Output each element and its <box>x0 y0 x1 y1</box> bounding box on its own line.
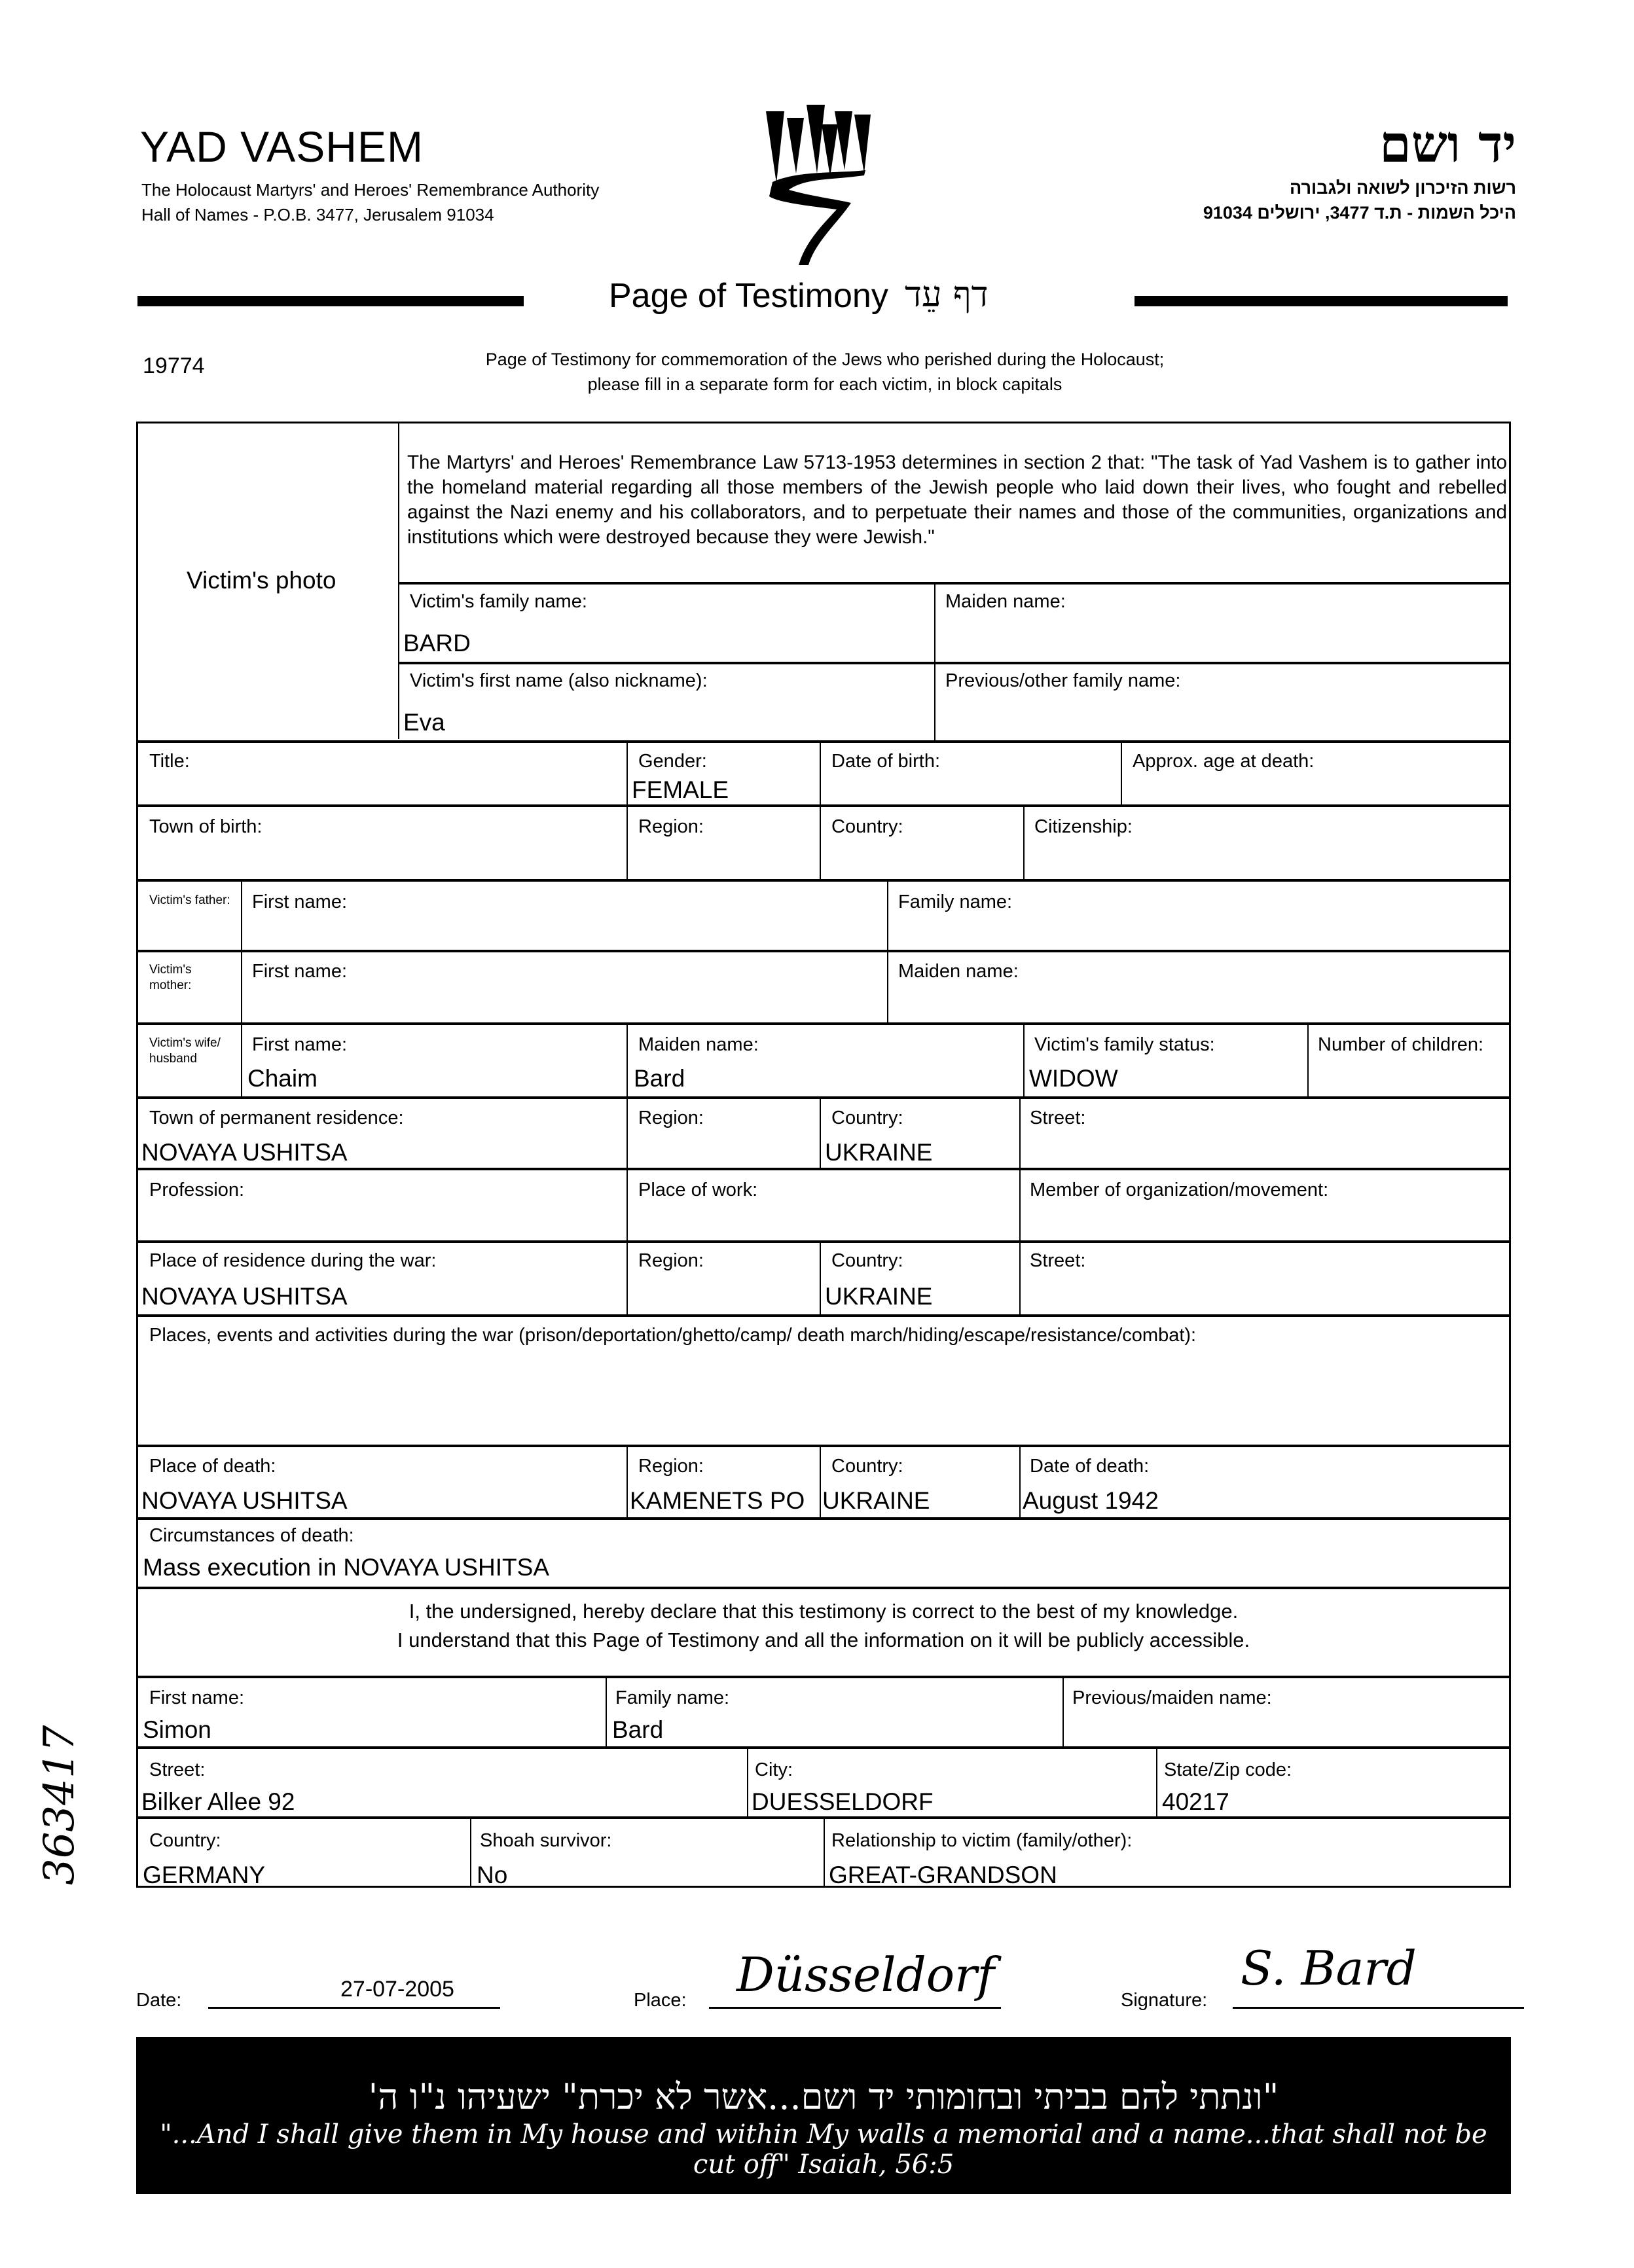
form-title-hebrew: דף עֵד <box>905 274 989 315</box>
war-country-field[interactable]: UKRAINE <box>825 1283 933 1310</box>
divider <box>626 1240 628 1314</box>
previous-family-name-label: Previous/other family name: <box>945 670 1181 691</box>
family-status-label: Victim's family status: <box>1034 1034 1215 1055</box>
birth-country-label: Country: <box>831 816 903 837</box>
header-rule-left <box>137 296 524 306</box>
circumstances-field[interactable]: Mass execution in NOVAYA USHITSA <box>143 1554 549 1581</box>
spouse-first-name-label: First name: <box>252 1034 348 1055</box>
date-of-death-label: Date of death: <box>1030 1456 1150 1477</box>
death-region-field[interactable]: KAMENETS PO <box>630 1487 805 1514</box>
spouse-maiden-name-field[interactable]: Bard <box>634 1065 685 1092</box>
divider <box>136 1587 1511 1589</box>
date-of-death-field[interactable]: August 1942 <box>1023 1487 1159 1514</box>
divider <box>820 740 821 804</box>
gender-label: Gender: <box>638 751 707 772</box>
place-label: Place: <box>634 1990 687 2011</box>
footer-banner <box>136 2037 1511 2194</box>
birth-region-label: Region: <box>638 816 704 837</box>
divider <box>136 1676 1511 1678</box>
divider <box>1062 1676 1064 1746</box>
divider <box>136 1314 1511 1317</box>
residence-street-label: Street: <box>1030 1107 1086 1128</box>
divider <box>626 1022 628 1096</box>
title-label: Title: <box>149 751 190 772</box>
photo-divider <box>398 422 399 739</box>
footer-hebrew-quote: "ונתתי להם בביתי ובחומותי יד ושם...אשר לא יכרת" ישעיהו נ"ו ה' <box>368 2076 1279 2117</box>
submitter-city-label: City: <box>755 1759 793 1780</box>
declaration-text <box>136 1597 1511 1655</box>
victim-family-name-field[interactable]: BARD <box>403 630 471 657</box>
submitter-country-field[interactable]: GERMANY <box>143 1862 266 1888</box>
divider <box>1023 1022 1025 1096</box>
divider <box>136 1445 1511 1447</box>
victim-maiden-name-label: Maiden name: <box>945 591 1066 612</box>
divider <box>1019 1445 1021 1517</box>
divider <box>747 1746 748 1816</box>
org-address: Hall of Names - P.O.B. 3477, Jerusalem 91034 <box>141 205 494 225</box>
family-status-field[interactable]: WIDOW <box>1029 1065 1118 1092</box>
submitter-street-label: Street: <box>149 1759 206 1780</box>
war-street-label: Street: <box>1030 1250 1086 1271</box>
divider <box>136 1517 1511 1520</box>
divider <box>626 1445 628 1517</box>
divider <box>136 1746 1511 1749</box>
spouse-first-name-field[interactable]: Chaim <box>247 1065 318 1092</box>
submitter-first-name-field[interactable]: Simon <box>143 1716 211 1743</box>
signature-label: Signature: <box>1121 1990 1208 2011</box>
intro-line-2: please fill in a separate form for each victim, in block capitals <box>587 374 1062 394</box>
relationship-label: Relationship to victim (family/other): <box>831 1830 1133 1851</box>
war-residence-label: Place of residence during the war: <box>149 1250 437 1271</box>
war-residence-field[interactable]: NOVAYA USHITSA <box>141 1283 348 1310</box>
death-country-field[interactable]: UKRAINE <box>822 1487 930 1514</box>
place-of-work-label: Place of work: <box>638 1179 758 1200</box>
father-family-name-label: Family name: <box>898 891 1013 912</box>
heb-org-name: יד ושם <box>1379 115 1516 174</box>
circumstances-label: Circumstances of death: <box>149 1525 354 1546</box>
place-of-death-label: Place of death: <box>149 1456 276 1477</box>
signature-underline <box>1233 2007 1524 2009</box>
submitter-family-name-label: Family name: <box>615 1687 730 1708</box>
place-handwritten-field[interactable]: Düsseldorf <box>736 1947 995 2002</box>
header-rule-right <box>1135 296 1508 306</box>
war-country-label: Country: <box>831 1250 903 1271</box>
divider <box>136 804 1511 807</box>
victim-first-name-label: Victim's first name (also nickname): <box>410 670 708 691</box>
divider <box>887 879 888 1022</box>
divider <box>820 1096 821 1168</box>
father-row-label: Victim's father: <box>149 893 230 907</box>
approx-age-label: Approx. age at death: <box>1133 751 1315 772</box>
divider <box>1019 1096 1021 1168</box>
town-of-birth-label: Town of birth: <box>149 816 263 837</box>
shoah-survivor-field[interactable]: No <box>477 1862 508 1888</box>
divider <box>1023 804 1025 879</box>
footer-english-quote: "...And I shall give them in My house and within My walls a memorial and a name...that shall not be cut off" Isaiah, 56:5 <box>160 2119 1487 2180</box>
submitter-country-label: Country: <box>149 1830 221 1851</box>
submitter-family-name-field[interactable]: Bard <box>612 1716 664 1743</box>
war-events-label: Places, events and activities during the war (prison/deportation/ghetto/camp/ death march/hiding/escape/resistance/combat): <box>149 1325 1197 1346</box>
mother-maiden-name-label: Maiden name: <box>898 961 1019 982</box>
citizenship-label: Citizenship: <box>1034 816 1133 837</box>
divider <box>626 1096 628 1168</box>
death-region-label: Region: <box>638 1456 704 1477</box>
submitter-street-field[interactable]: Bilker Allee 92 <box>141 1788 295 1815</box>
divider <box>136 879 1511 882</box>
org-name: YAD VASHEM <box>140 122 424 171</box>
residence-town-label: Town of permanent residence: <box>149 1107 404 1128</box>
margin-annotation: 363417 <box>35 1725 84 1885</box>
profession-label: Profession: <box>149 1179 245 1200</box>
divider <box>136 740 1511 743</box>
residence-town-field[interactable]: NOVAYA USHITSA <box>141 1139 348 1166</box>
submitter-zip-field[interactable]: 40217 <box>1162 1788 1229 1815</box>
submitter-zip-label: State/Zip code: <box>1164 1759 1292 1780</box>
declaration-line-2: I understand that this Page of Testimony and all the information on it will be publicly accessible. <box>397 1629 1250 1651</box>
victim-first-name-field[interactable]: Eva <box>403 709 445 736</box>
divider <box>470 1816 471 1888</box>
yad-vashem-logo-icon <box>759 105 890 268</box>
divider <box>241 879 242 1096</box>
father-first-name-label: First name: <box>252 891 348 912</box>
divider <box>1307 1022 1309 1096</box>
mother-row-label: Victim's mother: <box>149 963 192 992</box>
submitter-city-field[interactable]: DUESSELDORF <box>752 1788 934 1815</box>
form-title: Page of Testimony <box>609 277 888 315</box>
divider <box>398 582 1511 585</box>
submitter-first-name-label: First name: <box>149 1687 245 1708</box>
organization-label: Member of organization/movement: <box>1030 1179 1329 1200</box>
divider <box>820 804 821 879</box>
divider <box>606 1676 607 1746</box>
intro-text <box>367 347 1283 397</box>
spouse-maiden-name-label: Maiden name: <box>638 1034 759 1055</box>
residence-country-field[interactable]: UKRAINE <box>825 1139 933 1166</box>
war-region-label: Region: <box>638 1250 704 1271</box>
residence-country-label: Country: <box>831 1107 903 1128</box>
reference-number: 19774 <box>143 353 205 378</box>
divider <box>136 950 1511 952</box>
divider <box>1019 1168 1021 1240</box>
divider <box>1156 1746 1157 1816</box>
divider <box>626 1168 628 1240</box>
divider <box>1019 1240 1021 1314</box>
divider <box>136 1240 1511 1243</box>
children-count-label: Number of children: <box>1318 1034 1484 1055</box>
place-underline <box>709 2007 1001 2009</box>
divider <box>136 1022 1511 1025</box>
date-label: Date: <box>136 1990 182 2011</box>
relationship-field[interactable]: GREAT-GRANDSON <box>829 1862 1057 1888</box>
divider <box>824 1816 825 1888</box>
date-field[interactable]: 27-07-2005 <box>340 1977 454 2002</box>
gender-field[interactable]: FEMALE <box>632 776 729 803</box>
place-of-death-field[interactable]: NOVAYA USHITSA <box>141 1487 348 1514</box>
divider <box>934 582 935 740</box>
divider <box>136 1168 1511 1170</box>
death-country-label: Country: <box>831 1456 903 1477</box>
residence-region-label: Region: <box>638 1107 704 1128</box>
victim-photo-placeholder[interactable]: Victim's photo <box>187 567 336 594</box>
signature-field[interactable]: S. Bard <box>1241 1941 1417 1996</box>
heb-org-address: היכל השמות - ת.ד 3477, ירושלים 91034 <box>1203 203 1516 223</box>
divider <box>820 1240 821 1314</box>
submitter-previous-name-label: Previous/maiden name: <box>1072 1687 1272 1708</box>
date-underline <box>208 2007 500 2009</box>
date-of-birth-label: Date of birth: <box>831 751 941 772</box>
divider <box>136 1096 1511 1099</box>
shoah-survivor-label: Shoah survivor: <box>480 1830 612 1851</box>
divider <box>820 1445 821 1517</box>
declaration-line-1: I, the undersigned, hereby declare that this testimony is correct to the best of my knowledge. <box>408 1600 1239 1623</box>
law-text: The Martyrs' and Heroes' Remembrance Law 5713-1953 determines in section 2 that: "The task of Yad Vashem is to gather into the homeland material regarding all those members of the Jewish people who laid down their lives, who fought and rebelled against the Nazi enemy and his collaborators, and to perpetuate their names and those of the communities, organizations and institutions which were destroyed because they were Jewish." <box>407 452 1507 548</box>
intro-line-1: Page of Testimony for commemoration of the Jews who perished during the Holocaust; <box>485 350 1165 369</box>
divider <box>626 804 628 879</box>
divider <box>1121 740 1122 804</box>
divider <box>626 740 628 804</box>
spouse-row-label: Victim's wife/ husband <box>149 1036 221 1066</box>
victim-family-name-label: Victim's family name: <box>410 591 587 612</box>
divider <box>398 662 1511 664</box>
heb-org-subtitle: רשות הזיכרון לשואה ולגבורה <box>1290 178 1516 198</box>
mother-first-name-label: First name: <box>252 961 348 982</box>
org-subtitle: The Holocaust Martyrs' and Heroes' Remembrance Authority <box>141 180 600 200</box>
